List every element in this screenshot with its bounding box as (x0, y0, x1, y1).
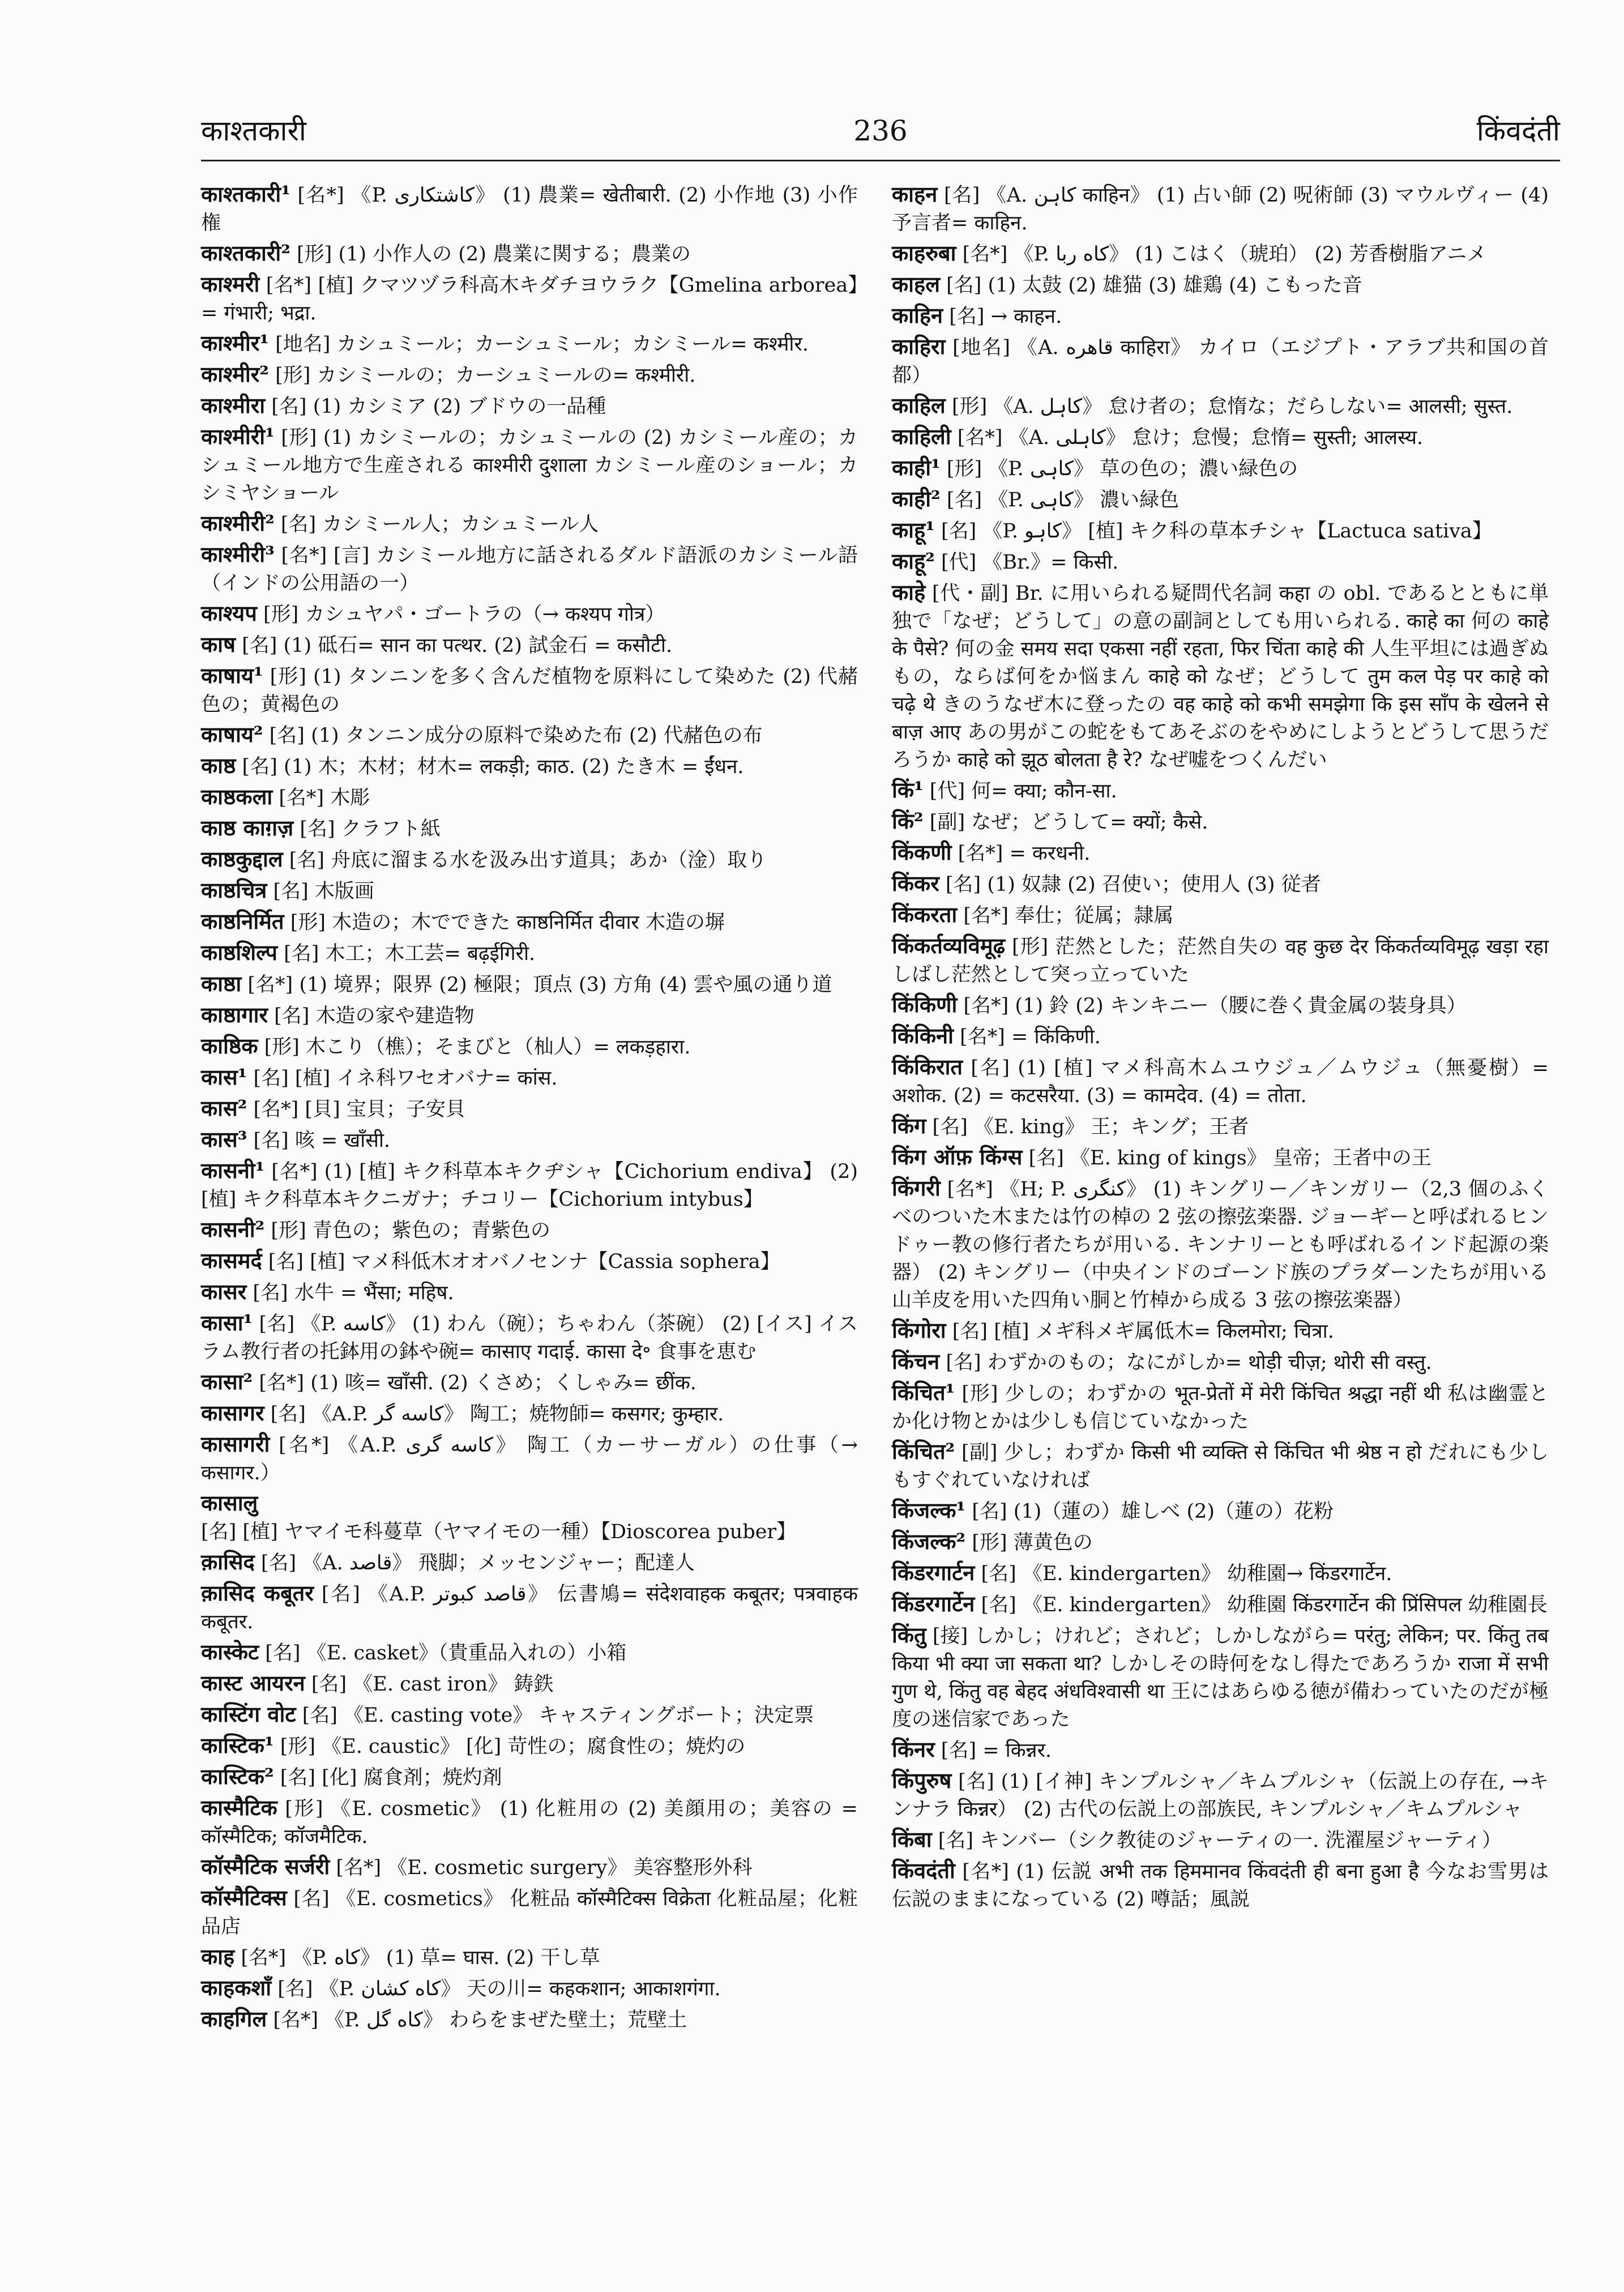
dictionary-entry (201, 1156, 858, 1214)
entry-headword: किंकिनी (892, 1023, 954, 1048)
dictionary-entry (201, 814, 858, 843)
entry-definition: [名] (1) 太鼓 (2) 雄猫 (3) 雄鶏 (4) こもった音 (939, 274, 1362, 297)
entry-definition: [形] (1) カシミールの；カシュミールの (2) カシミール産の；カシュミール地方で生産される काश्मीरी दुशाला カシミール産のショール；カシミヤショール (201, 426, 858, 505)
dictionary-entry (892, 1559, 1549, 1588)
dictionary-entry (892, 838, 1549, 868)
entry-headword: काहिल (892, 392, 946, 418)
entry-definition: [名] 《E. kindergarten》 幼稚園→ किंडरगार्टेन. (975, 1563, 1392, 1585)
dictionary-entry (201, 1669, 858, 1698)
dictionary-entry (201, 1399, 858, 1428)
dictionary-entry (201, 1974, 858, 2003)
dictionary-entry (892, 900, 1549, 930)
entry-headword: किंग (892, 1113, 926, 1138)
dictionary-entry (201, 1215, 858, 1245)
entry-headword: काष्ठागार (201, 1002, 268, 1027)
dictionary-entry (892, 422, 1549, 452)
entry-headword: किंचित¹ (892, 1380, 955, 1405)
dictionary-entry (892, 1527, 1549, 1557)
entry-definition: [代・副] Br. に用いられる疑問代名詞 कहा の obl. であるとともに単独で「なぜ；どうして」の意の副詞としても用いられる. काहे का 何の काहे के पैसे? 何の金 समय सदा एकसा नहीं रहता, फिर चिंता काहे की 人生平坦には過ぎぬもの，ならば何をか悩まん काहे को なぜ；どうして तुम कल पेड़ पर काहे को चढ़े थे きのうなぜ木に登ったの वह काहे को कभी समझेगा कि इस साँप के खेलने से बाज़ आए あの男がこの蛇をもてあそぶのをやめにしようとどうして思うだろうか काहे को झूठ बोलता है रे? なぜ嘘をつくんだい (892, 582, 1549, 771)
entry-definition: [名] クラフト紙 (293, 818, 441, 840)
dictionary-entry (892, 932, 1549, 989)
entry-definition: [名*] = किंकिणी. (953, 1026, 1101, 1048)
entry-headword: किंकरता (892, 902, 958, 927)
entry-definition: [名] 《E. cosmetics》 化粧品 कॉस्मैटिक्स विक्रेता 化粧品屋；化粧品店 (201, 1888, 858, 1938)
entry-headword: काष्ठिक (201, 1033, 258, 1058)
entry-headword: कासर (201, 1279, 247, 1304)
guide-word-left: काश्तकारी (201, 114, 306, 147)
dictionary-entry (201, 783, 858, 812)
dictionary-entry (892, 869, 1549, 899)
entry-headword: किं¹ (892, 777, 924, 803)
entry-headword: कास्मैटिक (201, 1795, 277, 1820)
dictionary-entry (892, 1378, 1549, 1436)
dictionary-entry (201, 180, 858, 237)
entry-definition: [名] 《E. casting vote》 キャスティングボート；決定票 (296, 1704, 814, 1727)
dictionary-entry (892, 1347, 1549, 1377)
dictionary-entry (892, 1053, 1549, 1110)
entry-headword: किंकिरात (892, 1054, 963, 1079)
dictionary-entry (201, 599, 858, 629)
entry-definition: [名] 水牛 = भैंसा; महिष. (246, 1282, 454, 1304)
entry-definition: [名*] 《P. کاه ربا》 (1) こはく（琥珀） (2) 芳香樹脂アニメ (956, 243, 1487, 266)
dictionary-entry (892, 776, 1549, 805)
dictionary-entry (201, 1700, 858, 1730)
entry-headword: कासागर (201, 1400, 264, 1425)
dictionary-entry (892, 180, 1549, 237)
entry-definition: [名] 《E. kindergarten》 幼稚園 किंडरगार्टेन की प्रिंसिपल 幼稚園長 (975, 1594, 1548, 1616)
dictionary-entry (201, 1548, 858, 1577)
entry-definition: [名] 《P. کاه کشان》 天の川= कहकशान; आकाशगंगा. (271, 1978, 721, 2000)
entry-definition: [名] 《E. king of kings》 皇帝；王者中の王 (1022, 1147, 1431, 1170)
entry-definition: [名] [植] ヤマイモ科蔓草（ヤマイモの一種）【Dioscorea puber】 (201, 1521, 797, 1543)
entry-definition: [形] (1) 小作人の (2) 農業に関する；農業の (290, 243, 691, 266)
entry-headword: कास² (201, 1095, 247, 1121)
entry-definition: [名] (1) タンニン成分の原料で染めた布 (2) 代赭色の布 (263, 724, 763, 747)
entry-definition: [形] 木造の；木でできた काष्ठनिर्मित दीवार 木造の塀 (284, 911, 725, 934)
entry-headword: काही¹ (892, 455, 941, 480)
entry-definition: [名] 《P. کاہو》 [植] キク科の草本チシャ【Lactuca sativa】 (934, 520, 1492, 543)
dictionary-entry (892, 807, 1549, 836)
entry-definition: [接] しかし；けれど；されど；しかしながら= परंतु; लेकिन; पर. किंतु तब किया भी क्या जा सकता था? しかしその時何をなし得たであろうか राजा में सभी गुण थे, किंतु वह बेहद अंधविश्वासी था 王にはあらゆる徳が備わっていたのだが極度の迷信家であった (892, 1625, 1549, 1731)
dictionary-entry (892, 1143, 1549, 1172)
entry-definition: [名] 《A.P. کاسه گر》 陶工；焼物師= कसगर; कुम्हार. (264, 1403, 724, 1425)
dictionary-entry (892, 332, 1549, 390)
entry-definition: [名] 《E. casket》（貴重品入れの）小箱 (259, 1642, 627, 1664)
entry-headword: काहे (892, 579, 926, 605)
entry-headword: कासालु (201, 1490, 258, 1516)
entry-definition: [名*] 《A.P. کاسه گری》 陶工（カーサーガル）の仕事（→ कसागर.） (201, 1434, 858, 1484)
entry-headword: किंगरी (892, 1175, 941, 1201)
dictionary-entry (892, 1174, 1549, 1314)
entry-headword: किंगोरा (892, 1317, 946, 1343)
dictionary-entry (892, 270, 1549, 300)
dictionary-entry (201, 970, 858, 999)
entry-definition: [形] 《E. cosmetic》 (1) 化粧用の (2) 美顔用の；美容の = कॉस्मैटिक; कॉजमैटिक. (201, 1798, 858, 1848)
dictionary-entry (201, 752, 858, 781)
dictionary-entry (201, 391, 858, 421)
entry-headword: काश्मीरा (201, 392, 266, 418)
entry-headword: काश्मीर² (201, 361, 269, 387)
entry-headword: कास्टिंग वोट (201, 1701, 296, 1727)
entry-definition: [名] [化] 腐食剤；焼灼剤 (273, 1766, 502, 1789)
entry-headword: काहिन (892, 302, 943, 328)
entry-definition: [名*] [言] カシミール地方に話されるダルド語派のカシミール語（インドの公用語の一） (201, 544, 858, 595)
entry-definition: [名] (1) [イ神] キンプルシャ／キムプルシャ（伝説上の存在, →キンナラ किन्नर） (2) 古代の伝説上の部族民, キンプルシャ／キムプルシャ (892, 1770, 1549, 1821)
entry-headword: काश्मीरी¹ (201, 424, 275, 449)
entry-headword: कास्केट (201, 1639, 259, 1664)
dictionary-entry (201, 1001, 858, 1030)
header-rule (201, 160, 1560, 161)
dictionary-entry (201, 845, 858, 874)
dictionary-entry (201, 1309, 858, 1366)
entry-definition: [名*] 奉仕；従属；隷属 (957, 904, 1174, 927)
entry-definition: [地名] カシュミール；カーシュミール；カシミール= कश्मीर. (268, 333, 809, 356)
entry-definition: [名] 舟底に溜まる水を汲み出す道具；あか（淦）取り (283, 849, 767, 872)
entry-definition: [名] (1) カシミア (2) ブドウの一品種 (265, 395, 606, 418)
dictionary-entry (201, 1063, 858, 1092)
entry-headword: काष्ठा (201, 971, 242, 996)
entry-definition: [形] 木こり（樵）；そまびと（杣人）= लकड़हारा. (258, 1036, 691, 1058)
entry-definition: [形] 薄黄色の (965, 1531, 1093, 1554)
dictionary-entry (201, 1731, 858, 1761)
entry-headword: कासनी¹ (201, 1158, 265, 1183)
dictionary-entry (892, 485, 1549, 514)
entry-definition: [名] 咳 = खाँसी. (247, 1129, 391, 1152)
dictionary-entry (892, 301, 1549, 331)
dictionary-entry (892, 547, 1549, 577)
entry-definition: [名*] 《A. کاہلی》 怠け；怠慢；怠惰= सुस्ती; आलस्य. (951, 426, 1424, 449)
entry-headword: किंकिणी (892, 992, 958, 1017)
entry-headword: काहल (892, 271, 940, 297)
entry-definition: [代] 《Br.》= किसी. (934, 551, 1119, 574)
entry-definition: [名] 《P. کاسه》 (1) わん（碗）；ちゃわん（茶碗） (2) [イス] イスラム教行者の托鉢用の鉢や碗= कासाए गदाई. कासा दे॰ 食事を恵む (201, 1313, 858, 1363)
entry-definition: [名*] 《E. cosmetic surgery》 美容整形外科 (330, 1856, 753, 1879)
dictionary-entry (201, 1125, 858, 1155)
entry-definition: [形] 青色の；紫色の；青紫色の (264, 1219, 550, 1242)
entry-definition: [名] 《P. کاہی》 濃い緑色 (940, 489, 1179, 511)
entry-headword: काष्ठनिर्मित (201, 908, 284, 934)
entry-headword: काष्ठचित्र (201, 877, 267, 903)
dictionary-entry (892, 991, 1549, 1020)
entry-definition: [名*] [植] クマツヅラ科高木キダチヨウラク【Gmelina arborea】= गंभारी; भद्रा. (201, 274, 858, 325)
entry-headword: कासनी² (201, 1217, 265, 1242)
entry-definition: [名] = किन्नर. (934, 1739, 1052, 1762)
entry-definition: [名] キンバー（シク教徒のジャーティの一. 洗濯屋ジャーティ） (931, 1829, 1502, 1852)
entry-definition: [名*] (1) 伝説 अभी तक हिममानव किंवदंती ही बना हुआ है 今なお雪男は伝説のままになっている (2) 噂話；風説 (892, 1860, 1549, 1911)
dictionary-entry (201, 422, 858, 507)
entry-definition: [地名] 《A. قاهره काहिरा》 カイロ（エジプト・アラブ共和国の首都） (892, 336, 1549, 387)
entry-headword: काष्ठ (201, 753, 236, 778)
dictionary-entry (892, 1735, 1549, 1765)
entry-headword: काश्यप (201, 600, 257, 626)
entry-definition: [形] 少しの；わずかの भूत-प्रेतों में मेरी किंचित श्रद्धा नहीं थी 私は幽霊とか化け物とかは少しも信じていなかった (892, 1382, 1549, 1433)
dictionary-entry (201, 661, 858, 719)
entry-headword: किंकणी (892, 839, 952, 865)
entry-definition: [名] わずかのもの；なにがしか= थोड़ी चीज़; थोरी सी वस्तु. (939, 1351, 1432, 1374)
entry-definition: [形] 《P. کاہی》 草の色の；濃い緑色の (940, 458, 1298, 480)
entry-headword: काष (201, 631, 236, 657)
entry-headword: काश्मीरी³ (201, 541, 275, 567)
entry-definition: [名] (1)（蓮の）雄しべ (2)（蓮の）花粉 (965, 1500, 1334, 1523)
dictionary-entry (201, 1368, 858, 1397)
entry-headword: कास्ट आयरन (201, 1670, 305, 1696)
right-column (892, 180, 1549, 1915)
entry-headword: किंजल्क¹ (892, 1497, 966, 1523)
entry-headword: किंतु (892, 1622, 926, 1647)
dictionary-entry (892, 1590, 1549, 1619)
dictionary-entry (892, 1621, 1549, 1734)
dictionary-entry (201, 239, 858, 268)
entry-headword: कास्टिक¹ (201, 1732, 274, 1758)
entry-definition: [名] [植] イネ科ワセオバナ= कांस. (247, 1067, 558, 1090)
entry-definition: [名] 《A. کاہن काहिन》 (1) 占い師 (2) 呪術師 (3) マウルヴィー (4) 予言者= काहिन. (892, 184, 1549, 234)
entry-headword: किंचित² (892, 1439, 955, 1464)
dictionary-entry (201, 1794, 858, 1851)
entry-headword: कास्टिक² (201, 1764, 274, 1789)
entry-definition: [名] (1) [植] マメ科高木ムユウジュ／ムウジュ（無憂樹）= अशोक. (2) = कटसरैया. (3) = कामदेव. (4) = तोता. (892, 1057, 1549, 1107)
entry-headword: काहन (892, 181, 938, 207)
dictionary-entry (892, 1437, 1549, 1495)
entry-headword: काहिली (892, 424, 951, 449)
entry-headword: काहकशाँ (201, 1975, 272, 2000)
entry-definition: [名] カシミール人；カシュミール人 (274, 513, 599, 536)
entry-definition: [名] 木造の家や建造物 (268, 1005, 475, 1027)
entry-definition: [名] 木版画 (267, 880, 374, 903)
entry-definition: [名] [植] メギ科メギ属低木= किलमोरा; चित्रा. (946, 1320, 1334, 1343)
entry-headword: काश्मीरी² (201, 510, 275, 536)
entry-headword: काषाय¹ (201, 663, 263, 688)
dictionary-entry (892, 578, 1549, 774)
page-number: 236 (853, 114, 908, 147)
dictionary-entry (892, 516, 1549, 545)
entry-headword: काहिरा (892, 334, 946, 359)
dictionary-entry (892, 1496, 1549, 1526)
entry-definition: [副] 少し；わずか किसी भी व्यक्ति से किंचित भी श्रेष्ठ न हो だれにも少しもすぐれていなければ (892, 1441, 1549, 1492)
left-column (201, 180, 858, 2036)
entry-definition: [名*] 《P. کاه گل》 わらをまぜた壁土；荒壁土 (267, 2009, 687, 2031)
dictionary-entry (201, 938, 858, 968)
dictionary-entry (201, 1638, 858, 1667)
entry-definition: [形] 茫然とした；茫然自失の वह कुछ देर किंकर्तव्यविमूढ़ खड़ा रहा しばし茫然として突っ立っていた (892, 936, 1549, 986)
dictionary-entry (201, 630, 858, 660)
entry-headword: कास¹ (201, 1064, 247, 1090)
dictionary-entry (201, 1032, 858, 1061)
dictionary-entry (201, 270, 858, 327)
entry-definition: [形] 《A. کاہل》 怠け者の；怠惰な；だらしない= आलसी; सुस्त. (945, 395, 1513, 418)
entry-definition: [形] カシミールの；カーシュミールの= कश्मीरी. (268, 364, 696, 387)
dictionary-entry (201, 329, 858, 358)
entry-definition: [名*] (1) 境界；限界 (2) 極限；頂点 (3) 方角 (4) 雲や風の通り道 (241, 974, 832, 996)
entry-headword: किंजल्क² (892, 1529, 966, 1554)
entry-headword: किंडरगार्टन (892, 1560, 975, 1585)
entry-headword: किंवदंती (892, 1858, 955, 1883)
dictionary-entry (201, 1762, 858, 1792)
entry-headword: काश्मीर¹ (201, 330, 269, 356)
dictionary-entry (201, 1430, 858, 1487)
dictionary-entry (201, 720, 858, 750)
entry-headword: काष्ठकला (201, 784, 273, 809)
entry-headword: किंडरगार्टेन (892, 1591, 975, 1616)
dictionary-entry (892, 1022, 1549, 1051)
entry-definition: [名*] (1) 鈴 (2) キンキニー（腰に巻く貴金属の装身具） (957, 995, 1467, 1017)
entry-definition: [名*] (1) 咳= खाँसी. (2) くさめ；くしゃみ= छींक. (253, 1372, 696, 1394)
entry-definition: [名] (1) 奴隷 (2) 召使い；使用人 (3) 従者 (939, 873, 1321, 896)
dictionary-entry (201, 1247, 858, 1276)
entry-headword: कासागरी (201, 1431, 270, 1457)
entry-headword: कासा¹ (201, 1310, 253, 1335)
dictionary-entry (201, 540, 858, 597)
entry-definition: [名] 《A. قاصد》 飛脚；メッセンジャー；配達人 (254, 1552, 695, 1574)
entry-headword: काहरुबा (892, 240, 956, 266)
entry-definition: [名*] [貝] 宝貝；子安貝 (247, 1098, 465, 1121)
entry-headword: कासमर्द (201, 1248, 262, 1273)
entry-headword: कॉस्मैटिक्स (201, 1885, 287, 1910)
entry-definition: [名*] 《H; P. کنگری》 (1) キングリー／キンガリー（2,3 個のふくべのついた木または竹の棹の 2 弦の擦弦楽器. ジョーギーと呼ばれるヒンドゥー教の修行者たちが用いる. キンナリーとも呼ばれるインド起源の楽器） (2) キングリー（中央インドのゴーンド族のプラダーンたちが用いる山羊皮を用いた四角い胴と竹棹から成る 3 弦の擦弦楽器） (892, 1178, 1549, 1312)
entry-definition: [名*] (1) [植] キク科草本キクヂシャ【Cichorium endiva】 (2) [植] キク科草本キクニガナ；チコリー【Cichorium intybus】 (201, 1160, 858, 1211)
entry-definition: [形] 《E. caustic》 [化] 苛性の；腐食性の；焼灼の (273, 1735, 746, 1758)
entry-headword: काह (201, 1944, 235, 1969)
dictionary-entry (201, 509, 858, 539)
dictionary-entry (892, 1112, 1549, 1141)
entry-definition: [名] [植] マメ科低木オオバノセンナ【Cassia sophera】 (262, 1250, 780, 1273)
dictionary-entry (201, 1489, 858, 1546)
dictionary-entry (892, 1856, 1549, 1914)
entry-definition: [名*] 木彫 (272, 787, 370, 809)
entry-headword: काहगिल (201, 2006, 267, 2031)
entry-headword: किंबा (892, 1826, 932, 1852)
dictionary-entry (201, 1884, 858, 1941)
entry-headword: क़ासिद (201, 1549, 255, 1574)
entry-headword: किंग ऑफ़ किंग्स (892, 1144, 1023, 1170)
dictionary-entry (201, 2005, 858, 2034)
entry-definition: [名] 《E. cast iron》 鋳鉄 (305, 1673, 554, 1696)
entry-headword: कास³ (201, 1126, 247, 1152)
entry-headword: क़ासिद कबूतर (201, 1580, 314, 1606)
dictionary-entry (201, 1094, 858, 1124)
entry-definition: [名*] 《P. کاه》 (1) 草= घास. (2) 干し草 (234, 1947, 600, 1969)
running-header (201, 111, 1560, 156)
dictionary-entry (892, 391, 1549, 421)
guide-word-right: किंवदंती (1476, 114, 1560, 147)
entry-definition: [形] (1) タンニンを多く含んだ植物を原料にして染めた (2) 代赭色の；黄褐色の (201, 665, 858, 716)
dictionary-entry (892, 454, 1549, 483)
entry-headword: काष्ठ काग़ज़ (201, 815, 294, 840)
entry-headword: काषाय² (201, 722, 263, 747)
entry-definition: [名] 木工；木工芸= बढ़ईगिरी. (277, 942, 536, 965)
entry-definition: [名*] 《P. کاشتکاری》 (1) 農業= खेतीबारी. (2) 小作地 (3) 小作権 (201, 184, 858, 234)
dictionary-entry (892, 1766, 1549, 1824)
dictionary-entry (201, 1943, 858, 1972)
entry-headword: काश्मरी (201, 271, 260, 297)
entry-headword: काहू² (892, 548, 935, 574)
dictionary-entry (892, 1316, 1549, 1346)
entry-definition: [代] 何= क्या; कौन-सा. (923, 780, 1117, 803)
dictionary-entry (201, 1278, 858, 1307)
entry-headword: किंचन (892, 1348, 940, 1374)
entry-headword: किंकर (892, 870, 939, 896)
entry-headword: किं² (892, 808, 924, 834)
entry-headword: कॉस्मैटिक सर्जरी (201, 1854, 330, 1879)
entry-headword: कासा² (201, 1369, 253, 1394)
entry-definition: [副] なぜ；どうして= क्यों; कैसे. (923, 811, 1208, 834)
entry-headword: किंपुरुष (892, 1768, 952, 1793)
entry-definition: [名] (1) 木；木材；材木= लकड़ी; काठ. (2) たき木 = ईंधन. (236, 756, 744, 778)
entry-definition: [名] (1) 砥石= सान का पत्थर. (2) 試金石 = कसौटी. (236, 634, 673, 657)
dictionary-entry (892, 1825, 1549, 1855)
dictionary-entry (201, 1853, 858, 1882)
entry-definition: [名] 《A.P. قاصد کبوتر》 伝書鳩= संदेशवाहक कबूतर; पत्रवाहक कबूतर. (201, 1583, 858, 1633)
entry-headword: काही² (892, 486, 941, 511)
entry-headword: काष्ठकुद्दाल (201, 846, 283, 872)
entry-headword: किंकर्तव्यविमूढ़ (892, 933, 1005, 958)
entry-definition: [名*] = करधनी. (951, 842, 1091, 865)
entry-definition: [名] 《E. king》 王；キング；王者 (926, 1116, 1249, 1138)
entry-headword: काश्तकारी² (201, 240, 290, 266)
entry-headword: काष्ठशिल्प (201, 940, 277, 965)
entry-definition: [名] → काहन. (943, 305, 1062, 328)
entry-headword: काहू¹ (892, 517, 935, 543)
dictionary-entry (201, 907, 858, 937)
dictionary-entry (201, 360, 858, 390)
entry-definition: [形] カシュヤパ・ゴートラの（→ कश्यप गोत्र） (257, 603, 665, 626)
dictionary-entry (892, 239, 1549, 268)
dictionary-entry (201, 1579, 858, 1636)
entry-headword: किंनर (892, 1736, 935, 1762)
entry-headword: काश्तकारी¹ (201, 181, 290, 207)
dictionary-entry (201, 876, 858, 906)
